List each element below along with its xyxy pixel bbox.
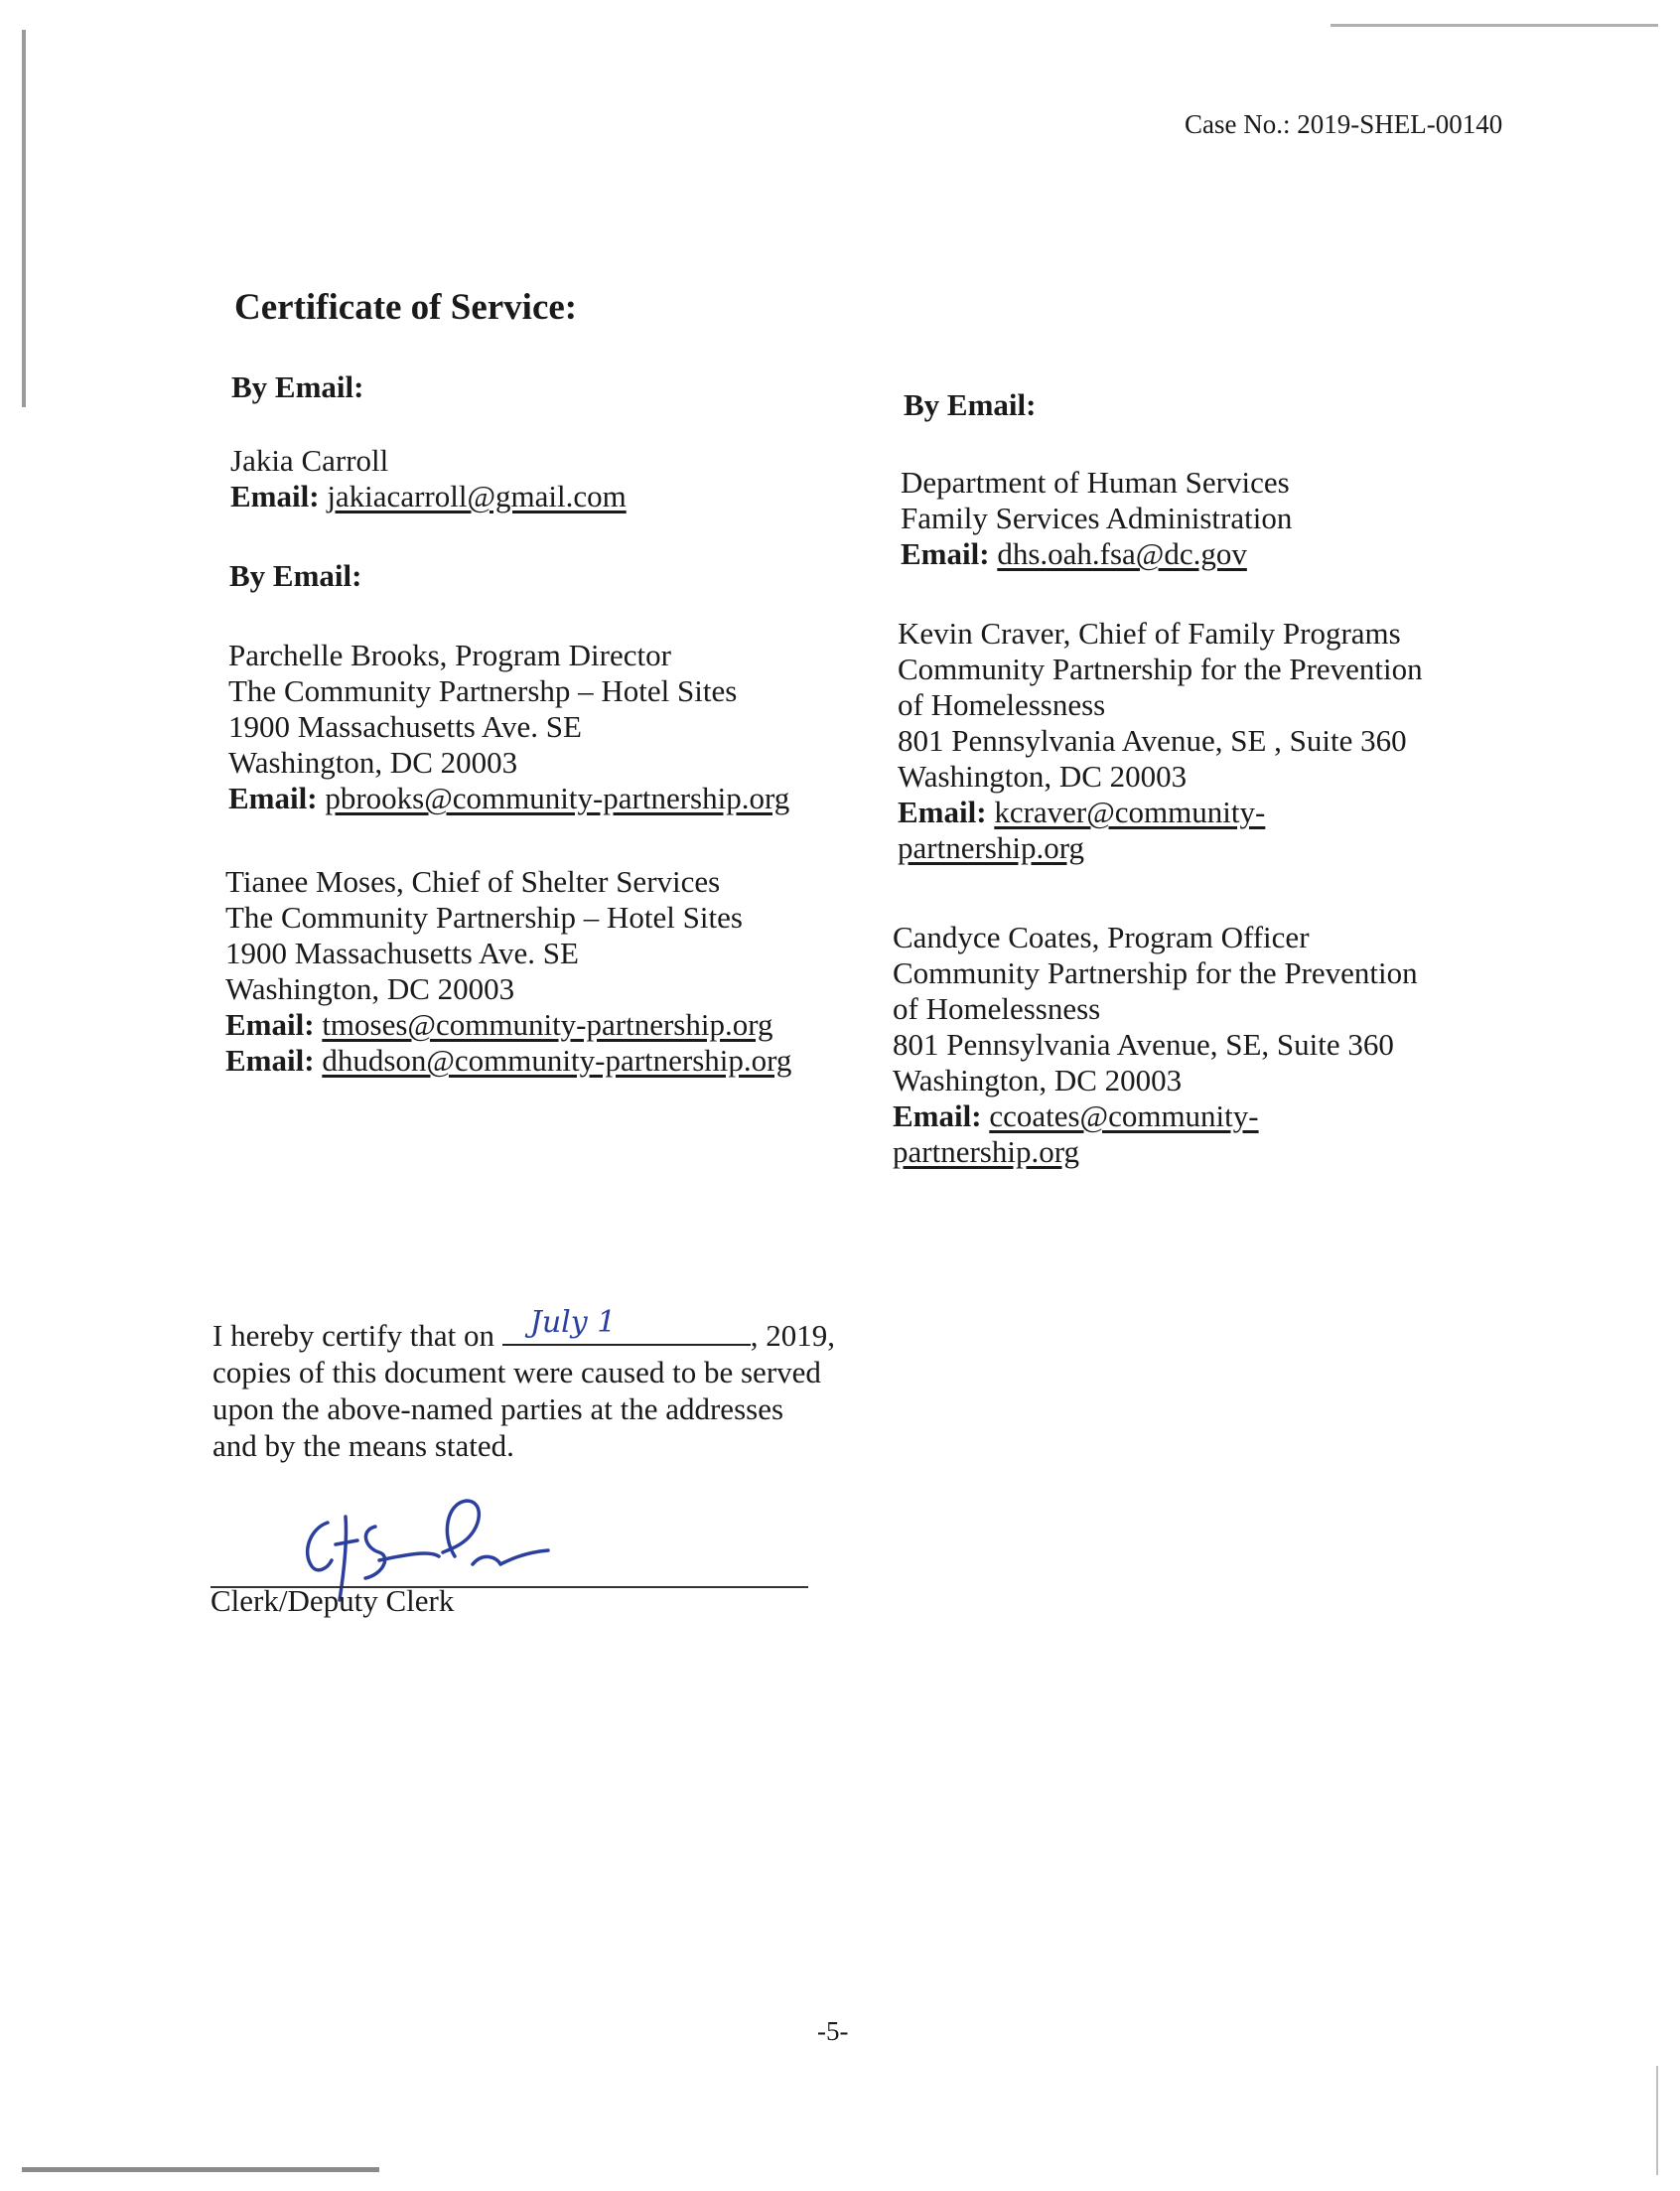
recipient-line: of Homelessness: [898, 687, 1106, 722]
certification-line: upon the above-named parties at the addresses: [212, 1391, 784, 1426]
recipient-candyce-coates: [893, 920, 1418, 1170]
email-link[interactable]: dhs.oah.fsa@dc.gov: [997, 536, 1247, 571]
recipient-line: Washington, DC 20003: [898, 759, 1188, 794]
email-line: [228, 781, 789, 816]
certification-line: and by the means stated.: [212, 1428, 514, 1463]
recipient-line: The Community Partnershp – Hotel Sites: [228, 673, 738, 708]
scan-edge-left: [22, 30, 26, 407]
recipient-tianee-moses: [225, 864, 791, 1079]
recipient-line: Kevin Craver, Chief of Family Programs: [898, 616, 1401, 651]
recipient-line: of Homelessness: [893, 991, 1101, 1026]
email-line: [225, 1007, 791, 1043]
right-heading: By Email:: [904, 387, 1037, 422]
recipient-line: Tianee Moses, Chief of Shelter Services: [225, 864, 721, 899]
recipient-line: Candyce Coates, Program Officer: [893, 920, 1310, 954]
recipient-line: Department of Human Services: [901, 465, 1290, 500]
recipient-line: Community Partnership for the Prevention: [898, 652, 1423, 686]
email-link-continued[interactable]: partnership.org: [898, 830, 1084, 865]
email-link[interactable]: tmoses@community-partnership.org: [322, 1007, 773, 1042]
email-link[interactable]: ccoates@community-: [989, 1098, 1259, 1133]
recipient-line: 1900 Massachusetts Ave. SE: [225, 936, 579, 970]
page-number: -5-: [817, 2016, 849, 2046]
certification-statement: [212, 1305, 908, 1464]
date-blank: [502, 1305, 751, 1346]
scan-edge-top: [1330, 24, 1658, 27]
recipient-line: Washington, DC 20003: [225, 971, 515, 1006]
email-line-continued: [893, 1134, 1418, 1170]
email-line: [901, 536, 1292, 572]
recipient-line: Family Services Administration: [901, 501, 1293, 535]
recipient-line: Washington, DC 20003: [893, 1063, 1183, 1097]
certification-line: copies of this document were caused to be served: [212, 1355, 821, 1389]
signature-label: Clerk/Deputy Clerk: [210, 1583, 455, 1618]
email-line: [225, 1043, 791, 1079]
recipient-parchelle-brooks: [228, 638, 789, 816]
email-label: Email:: [225, 1043, 315, 1078]
recipient-line: Community Partnership for the Prevention: [893, 955, 1418, 990]
email-link-continued[interactable]: partnership.org: [893, 1134, 1079, 1169]
email-line-continued: [898, 830, 1423, 866]
recipient-dhs: [901, 465, 1292, 572]
email-line: [230, 479, 627, 514]
email-link[interactable]: pbrooks@community-partnership.org: [325, 781, 790, 815]
scan-edge-bottom: [22, 2167, 379, 2172]
email-line: [898, 795, 1423, 830]
recipient-kevin-craver: [898, 616, 1423, 866]
recipient-line: Washington, DC 20003: [228, 745, 518, 780]
email-link[interactable]: jakiacarroll@gmail.com: [327, 479, 627, 513]
handwritten-date: July 1: [529, 1305, 617, 1340]
email-line: [893, 1098, 1418, 1134]
certification-year: , 2019,: [750, 1318, 836, 1353]
email-link[interactable]: dhudson@community-partnership.org: [322, 1043, 792, 1078]
recipient-jakia-carroll: [230, 443, 627, 514]
email-label: Email:: [901, 536, 990, 571]
recipient-line: Parchelle Brooks, Program Director: [228, 638, 671, 672]
scan-edge-right: [1656, 2066, 1658, 2175]
recipient-line: The Community Partnership – Hotel Sites: [225, 900, 743, 935]
recipient-line: 801 Pennsylvania Avenue, SE, Suite 360: [893, 1027, 1394, 1062]
certification-prefix: I hereby certify that on: [212, 1318, 495, 1353]
left-heading-1: By Email:: [231, 369, 364, 404]
email-label: Email:: [230, 479, 320, 513]
email-label: Email:: [225, 1007, 315, 1042]
left-heading-2: By Email:: [229, 558, 362, 593]
email-label: Email:: [898, 795, 987, 829]
recipient-line: Jakia Carroll: [230, 443, 389, 478]
recipient-line: 801 Pennsylvania Avenue, SE , Suite 360: [898, 723, 1407, 758]
page-title: Certificate of Service:: [234, 287, 578, 328]
recipient-line: 1900 Massachusetts Ave. SE: [228, 709, 582, 744]
email-label: Email:: [228, 781, 318, 815]
email-link[interactable]: kcraver@community-: [994, 795, 1266, 829]
email-label: Email:: [893, 1098, 982, 1133]
certification-first-line: [212, 1305, 908, 1354]
case-number: Case No.: 2019-SHEL-00140: [1185, 109, 1503, 139]
